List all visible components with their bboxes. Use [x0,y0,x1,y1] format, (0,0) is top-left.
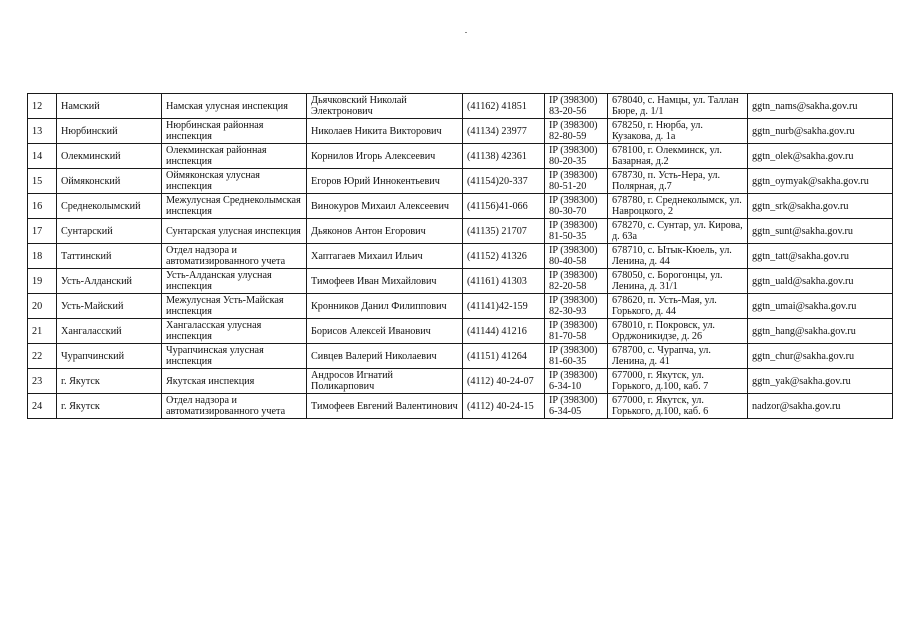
head-name-cell: Дьяконов Антон Егорович [307,219,463,244]
ip-phone-cell: IP (398300) 80-30-70 [545,194,608,219]
head-name-cell: Тимофеев Иван Михайлович [307,269,463,294]
ip-phone-cell: IP (398300) 82-30-93 [545,294,608,319]
phone-cell: (41162) 41851 [463,94,545,119]
table-row [28,269,893,294]
email-cell: ggtn_oymyak@sakha.gov.ru [748,169,893,194]
address-cell: 678710, с. Ытык-Кюель, ул. Ленина, д. 44 [608,244,748,269]
district-cell: Таттинский [57,244,162,269]
phone-cell: (41138) 42361 [463,144,545,169]
table-row [28,219,893,244]
inspection-name-cell: Хангаласская улусная инспекция [162,319,307,344]
row-number-cell: 21 [28,319,57,344]
head-name-cell: Николаев Никита Викторович [307,119,463,144]
email-cell: ggtn_sunt@sakha.gov.ru [748,219,893,244]
district-cell: Чурапчинский [57,344,162,369]
row-number-cell: 24 [28,394,57,419]
head-name-cell: Андросов Игнатий Поликарпович [307,369,463,394]
row-number-cell: 14 [28,144,57,169]
table-row [28,194,893,219]
email-cell: ggtn_chur@sakha.gov.ru [748,344,893,369]
phone-cell: (41156)41-066 [463,194,545,219]
table-row [28,394,893,419]
address-cell: 678010, г. Покровск, ул. Орджоникидзе, д. 26 [608,319,748,344]
address-cell: 678270, с. Сунтар, ул. Кирова, д. 63а [608,219,748,244]
address-cell: 678050, с. Борогонцы, ул. Ленина, д. 31/1 [608,269,748,294]
district-cell: Нюрбинский [57,119,162,144]
inspection-name-cell: Усть-Алданская улусная инспекция [162,269,307,294]
address-cell: 677000, г. Якутск, ул. Горького, д.100, каб. 7 [608,369,748,394]
inspections-table-body [28,94,893,419]
inspection-name-cell: Оймяконская улусная инспекция [162,169,307,194]
ip-phone-cell: IP (398300) 81-60-35 [545,344,608,369]
email-cell: ggtn_umai@sakha.gov.ru [748,294,893,319]
district-cell: Усть-Майский [57,294,162,319]
row-number-cell: 20 [28,294,57,319]
inspection-name-cell: Чурапчинская улусная инспекция [162,344,307,369]
address-cell: 678040, с. Намцы, ул. Таллан Бюре, д. 1/1 [608,94,748,119]
head-name-cell: Борисов Алексей Иванович [307,319,463,344]
row-number-cell: 16 [28,194,57,219]
row-number-cell: 13 [28,119,57,144]
district-cell: г. Якутск [57,369,162,394]
ip-phone-cell: IP (398300) 83-20-56 [545,94,608,119]
table-row [28,119,893,144]
table-row [28,319,893,344]
inspection-name-cell: Отдел надзора и автоматизированного учета [162,394,307,419]
ip-phone-cell: IP (398300) 80-20-35 [545,144,608,169]
ip-phone-cell: IP (398300) 6-34-10 [545,369,608,394]
ip-phone-cell: IP (398300) 6-34-05 [545,394,608,419]
email-cell: ggtn_tatt@sakha.gov.ru [748,244,893,269]
head-name-cell: Дьячковский Николай Электронович [307,94,463,119]
head-name-cell: Винокуров Михаил Алексеевич [307,194,463,219]
row-number-cell: 23 [28,369,57,394]
phone-cell: (41134) 23977 [463,119,545,144]
phone-cell: (41141)42-159 [463,294,545,319]
district-cell: Оймяконский [57,169,162,194]
phone-cell: (41154)20-337 [463,169,545,194]
table-row [28,244,893,269]
email-cell: ggtn_olek@sakha.gov.ru [748,144,893,169]
address-cell: 677000, г. Якутск, ул. Горького, д.100, каб. 6 [608,394,748,419]
email-cell: ggtn_yak@sakha.gov.ru [748,369,893,394]
inspection-name-cell: Якутская инспекция [162,369,307,394]
inspections-table [27,93,893,419]
row-number-cell: 22 [28,344,57,369]
table-row [28,144,893,169]
ip-phone-cell: IP (398300) 80-51-20 [545,169,608,194]
table-row [28,169,893,194]
address-cell: 678250, г. Нюрба, ул. Кузакова, д. 1а [608,119,748,144]
inspection-name-cell: Сунтарская улусная инспекция [162,219,307,244]
inspection-name-cell: Межулусная Усть-Майская инспекция [162,294,307,319]
phone-cell: (41135) 21707 [463,219,545,244]
inspection-name-cell: Намская улусная инспекция [162,94,307,119]
address-cell: 678100, г. Олекминск, ул. Базарная, д.2 [608,144,748,169]
phone-cell: (4112) 40-24-07 [463,369,545,394]
row-number-cell: 17 [28,219,57,244]
district-cell: Хангаласский [57,319,162,344]
ip-phone-cell: IP (398300) 81-50-35 [545,219,608,244]
email-cell: ggtn_uald@sakha.gov.ru [748,269,893,294]
address-cell: 678730, п. Усть-Нера, ул. Полярная, д.7 [608,169,748,194]
table-row [28,94,893,119]
table-row [28,344,893,369]
table-row [28,294,893,319]
district-cell: Олекминский [57,144,162,169]
phone-cell: (41151) 41264 [463,344,545,369]
ip-phone-cell: IP (398300) 82-80-59 [545,119,608,144]
email-cell: ggtn_nams@sakha.gov.ru [748,94,893,119]
email-cell: nadzor@sakha.gov.ru [748,394,893,419]
address-cell: 678620, п. Усть-Мая, ул. Горького, д. 44 [608,294,748,319]
row-number-cell: 15 [28,169,57,194]
district-cell: Усть-Алданский [57,269,162,294]
phone-cell: (41161) 41303 [463,269,545,294]
head-name-cell: Сивцев Валерий Николаевич [307,344,463,369]
inspection-name-cell: Олекминская районная инспекция [162,144,307,169]
email-cell: ggtn_hang@sakha.gov.ru [748,319,893,344]
row-number-cell: 12 [28,94,57,119]
email-cell: ggtn_srk@sakha.gov.ru [748,194,893,219]
head-name-cell: Егоров Юрий Иннокентьевич [307,169,463,194]
address-cell: 678780, г. Среднеколымск, ул. Навроцкого, 2 [608,194,748,219]
row-number-cell: 18 [28,244,57,269]
head-name-cell: Корнилов Игорь Алексеевич [307,144,463,169]
inspection-name-cell: Отдел надзора и автоматизированного учета [162,244,307,269]
head-name-cell: Тимофеев Евгений Валентинович [307,394,463,419]
email-cell: ggtn_nurb@sakha.gov.ru [748,119,893,144]
phone-cell: (4112) 40-24-15 [463,394,545,419]
head-name-cell: Кронников Данил Филиппович [307,294,463,319]
ip-phone-cell: IP (398300) 80-40-58 [545,244,608,269]
district-cell: Среднеколымский [57,194,162,219]
district-cell: г. Якутск [57,394,162,419]
district-cell: Сунтарский [57,219,162,244]
address-cell: 678700, с. Чурапча, ул. Ленина, д. 41 [608,344,748,369]
phone-cell: (41144) 41216 [463,319,545,344]
phone-cell: (41152) 41326 [463,244,545,269]
inspection-name-cell: Нюрбинская районная инспекция [162,119,307,144]
row-number-cell: 19 [28,269,57,294]
page-dot-mark [465,32,467,33]
ip-phone-cell: IP (398300) 82-20-58 [545,269,608,294]
head-name-cell: Хаптагаев Михаил Ильич [307,244,463,269]
district-cell: Намский [57,94,162,119]
ip-phone-cell: IP (398300) 81-70-58 [545,319,608,344]
inspection-name-cell: Межулусная Среднеколымская инспекция [162,194,307,219]
table-row [28,369,893,394]
